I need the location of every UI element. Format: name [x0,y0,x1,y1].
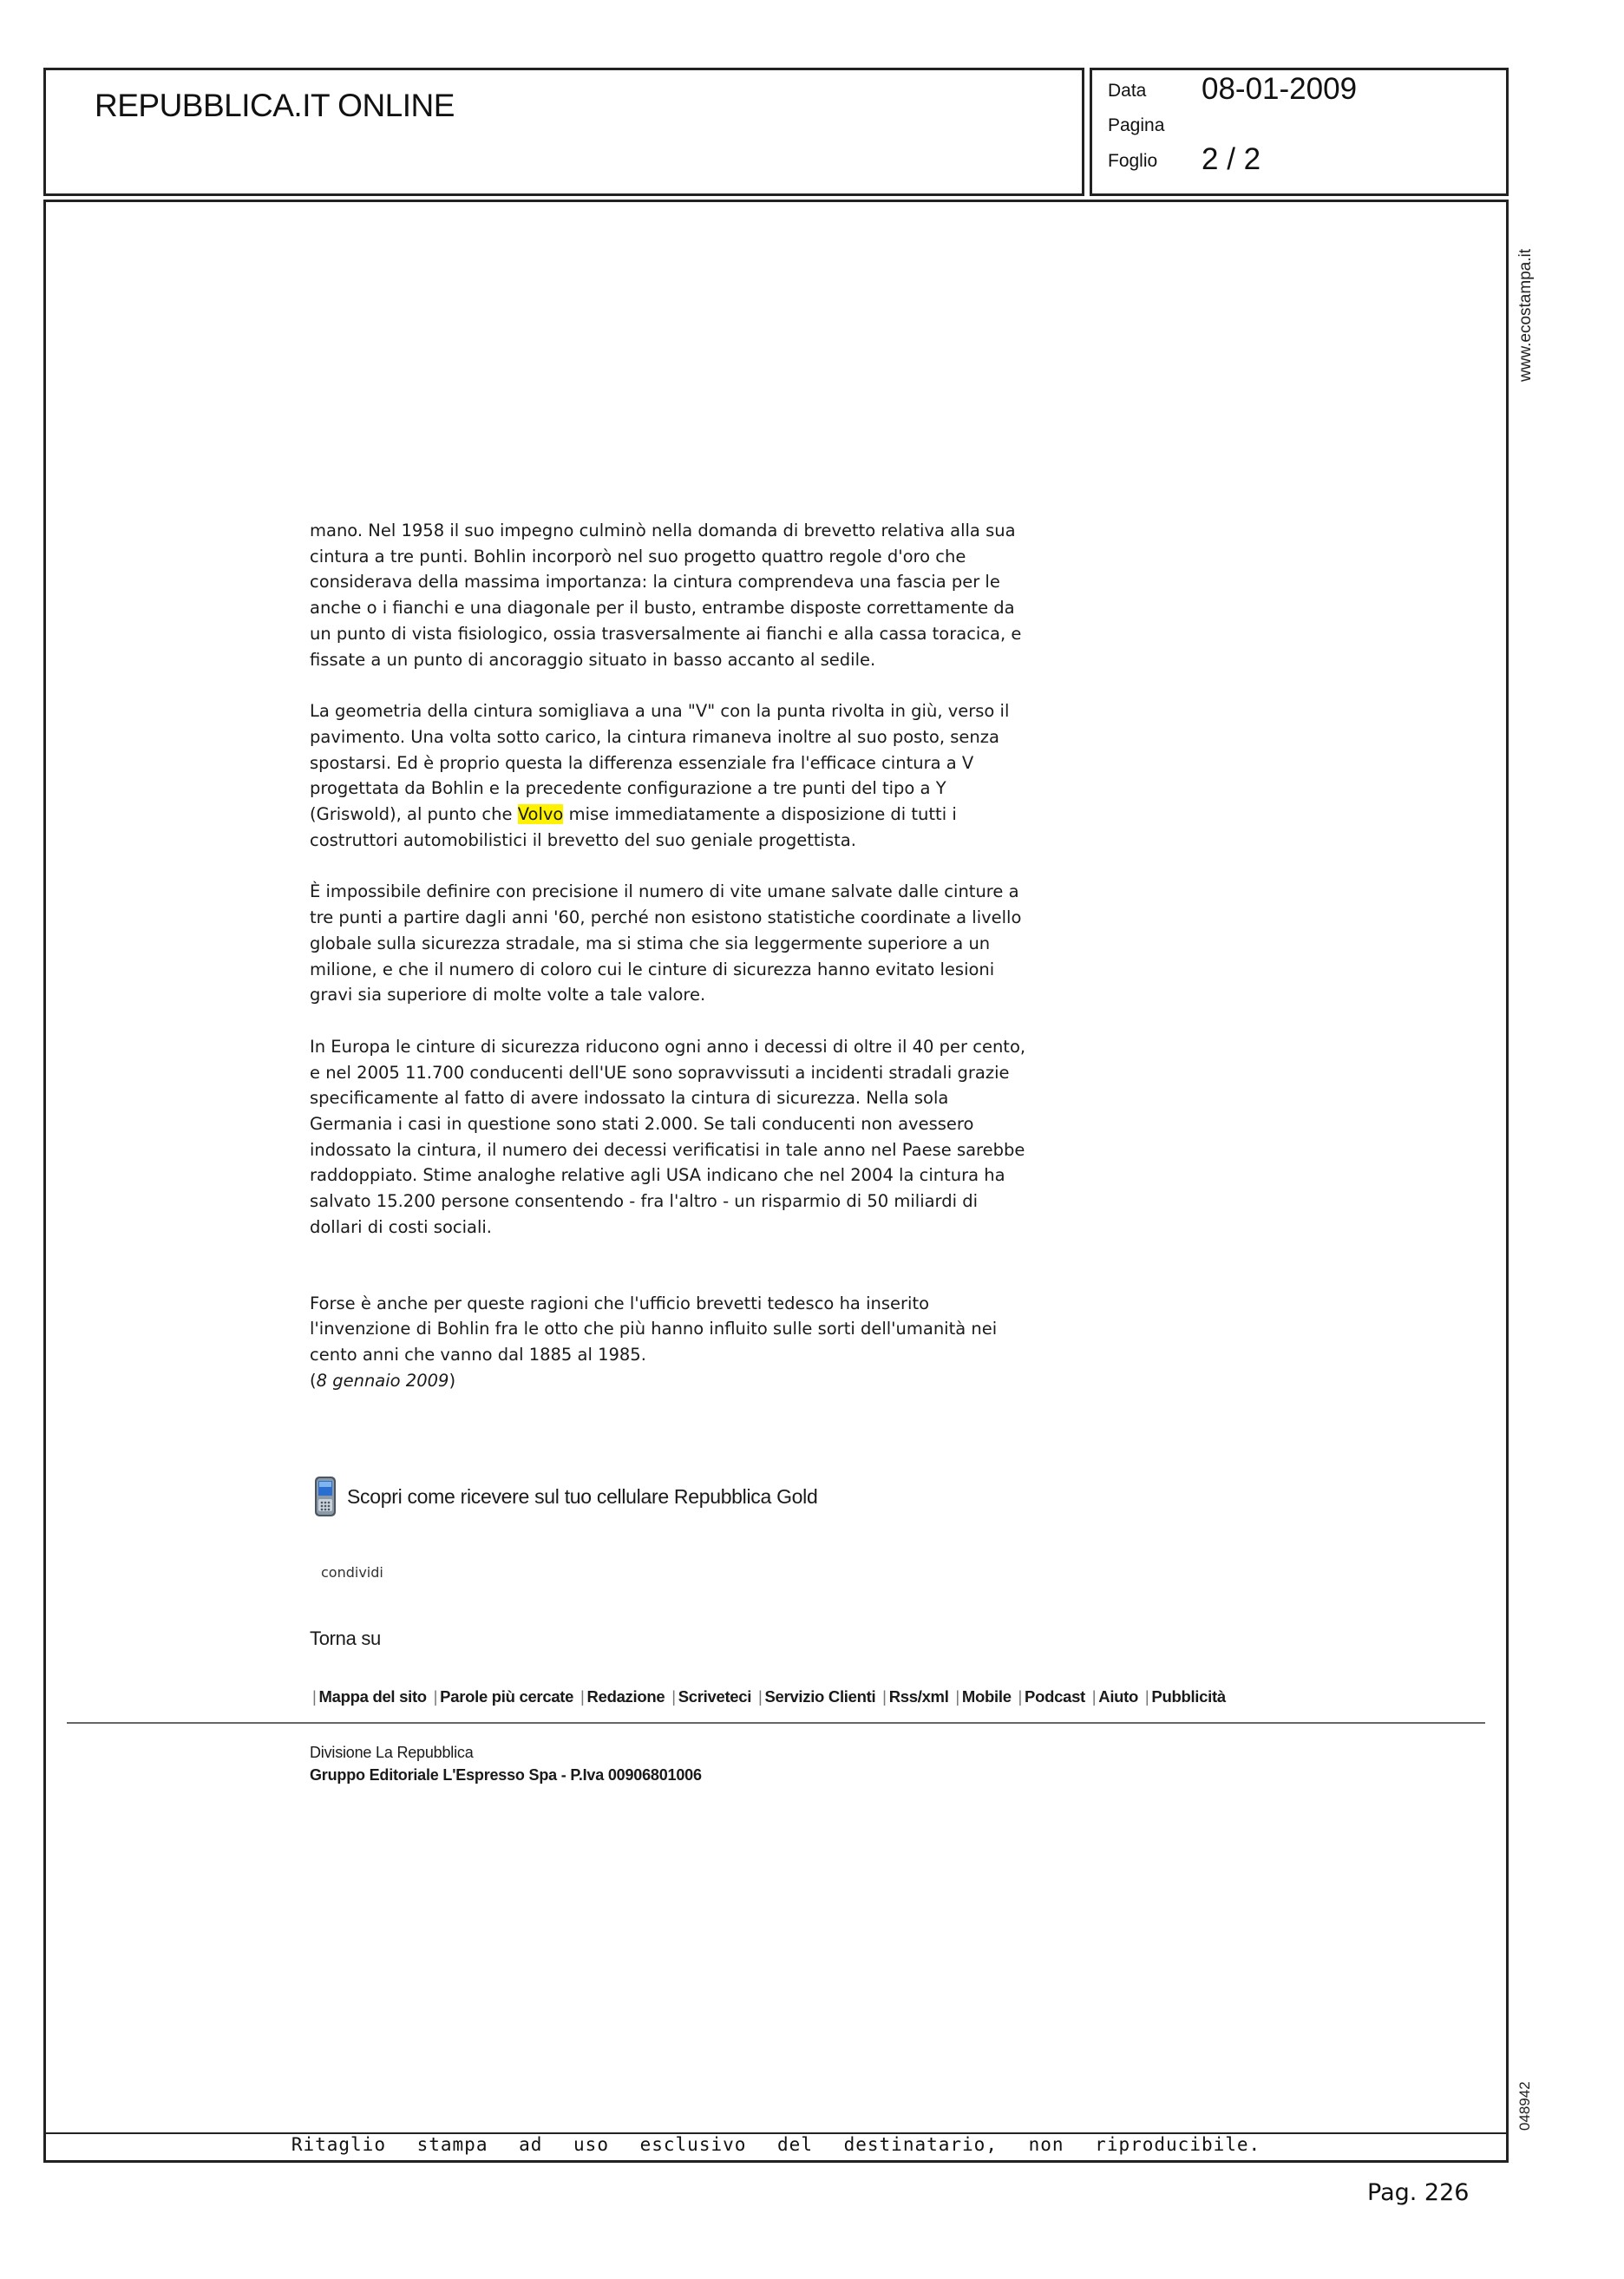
footer-separator: | [580,1687,585,1706]
footer-divider [67,1722,1485,1724]
paragraph-5: Forse è anche per queste ragioni che l'ufficio brevetti tedesco ha inserito l'invenzione di Bohlin fra le otto che più hanno influito sulle sorti dell'umanità nei cento anni che vanno dal 1885 al 1985. [310,1293,998,1365]
side-website [1509,217,1536,382]
paragraph-2 [310,698,1030,853]
footer-separator: | [1144,1687,1149,1706]
repubblica-gold-promo[interactable] [312,1475,817,1518]
publication-header [43,68,1084,196]
paragraph-2-end: mise immediatamente a disposizione di tutti i costruttori automobilistici il brevetto del suo geniale progettista. [310,804,957,850]
footer-separator: | [1018,1687,1023,1706]
footer-separator: | [433,1687,438,1706]
data-value: 08-01-2009 [1202,72,1358,106]
footer-link-pubblicita[interactable]: Pubblicità [1151,1687,1226,1706]
highlighted-keyword: Volvo [517,804,564,825]
paragraph-4: In Europa le cinture di sicurezza riducono ogni anno i decessi di oltre il 40 per cento, e nel 2005 11.700 conducenti dell'UE sono sopravvissuti a incidenti stradali grazie specificamente al fatto di avere indossato la cintura di sicurezza. Nella sola Germania i casi in questione sono stati 2.000. Se tali conducenti non avessero indossato la cintura, il numero dei decessi verificatisi in tale anno nel Paese sarebbe raddoppiato. Stime analoghe relative agli USA indicano che nel 2004 la cintura ha salvato 15.200 persone consentendo - fra l'altro - un risparmio di 50 miliardi di dollari di costi sociali. [310,1036,1026,1237]
footer-separator: | [955,1687,959,1706]
paragraph-1: mano. Nel 1958 il suo impegno culminò nella domanda di brevetto relativa alla sua cintura a tre punti. Bohlin incorporò nel suo progetto quattro regole d'oro che considerava della massima importanza: la cintura comprendeva una fascia per le anche o i fianchi e una diagonale per il busto, entrambe disposte correttamente da un punto di vista fisiologico, ossia trasversalmente ai fianchi e alla cassa toracica, e fissate a un punto di ancoraggio situato in basso accanto al sedile. [310,521,1022,670]
side-code-text: 048942 [1516,2081,1533,2131]
mobile-phone-icon [312,1476,338,1517]
publication-title: REPUBBLICA.IT ONLINE [95,88,455,123]
footer-link-servizio-clienti[interactable]: Servizio Clienti [764,1687,876,1706]
footer-link-rss[interactable]: Rss/xml [888,1687,949,1706]
paragraph-3: È impossibile definire con precisione il numero di vite umane salvate dalle cinture a tre punti a partire dagli anni '60, perché non esistono statistiche coordinate a livello globale sulla sicurezza stradale, ma si stima che sia leggermente superiore a un milione, e che il numero di coloro cui le cinture di sicurezza hanno evitato lesioni gravi sia superiore di molte volte a tale valore. [310,881,1022,1005]
article-date [310,1368,1030,1394]
back-to-top-link[interactable]: Torna su [310,1627,381,1649]
footer-link-parole[interactable]: Parole più cercate [440,1687,574,1706]
footer-link-redazione[interactable]: Redazione [586,1687,665,1706]
publisher-name: Gruppo Editoriale L'Espresso Spa - P.Iva 00906801006 [310,1766,702,1784]
clipping-meta [1090,68,1509,196]
page-number: Pag. 226 [1367,2179,1470,2206]
footer-link-mobile[interactable]: Mobile [961,1687,1012,1706]
foglio-label: Foglio [1108,151,1158,171]
footer-link-mappa[interactable]: Mappa del sito [318,1687,427,1706]
foglio-value: 2 / 2 [1202,142,1261,176]
repubblica-gold-link[interactable]: Scopri come ricevere sul tuo cellulare Repubblica Gold [347,1484,818,1508]
paragraph-2-start: La geometria della cintura somigliava a una "V" con la punta rivolta in giù, verso il pavimento. Una volta sotto carico, la cintura rimaneva inoltre al suo posto, senza spostarsi. Ed è proprio questa la differenza essenziale fra l'efficace cintura a V progettata da Bohlin e la precedente configurazione a tre punti del tipo a Y (Griswold), al punto che [310,701,1010,825]
date-paren-close: ) [449,1370,456,1391]
division-name: Divisione La Repubblica [310,1744,474,1761]
side-website-text: www.ecostampa.it [1516,248,1535,382]
date-paren-open: ( [310,1370,317,1391]
footer-link-aiuto[interactable]: Aiuto [1098,1687,1139,1706]
share-link[interactable]: condividi [321,1564,383,1581]
data-label: Data [1108,81,1147,101]
footer-separator: | [312,1687,317,1706]
footer-link-podcast[interactable]: Podcast [1025,1687,1085,1706]
article-date-text: 8 gennaio 2009 [316,1370,449,1391]
footer-separator: | [882,1687,887,1706]
footer-nav [310,1687,1226,1706]
clipping-disclaimer: Ritaglio stampa ad uso esclusivo del destinatario, non riproducibile. [291,2134,1261,2155]
footer-separator: | [671,1687,676,1706]
publisher-info [310,1741,702,1786]
article-body [310,518,1030,1393]
footer-separator: | [1091,1687,1097,1706]
footer-separator: | [757,1687,763,1706]
footer-link-scriveteci[interactable]: Scriveteci [678,1687,752,1706]
pagina-label: Pagina [1108,115,1165,135]
side-code [1509,2073,1536,2134]
